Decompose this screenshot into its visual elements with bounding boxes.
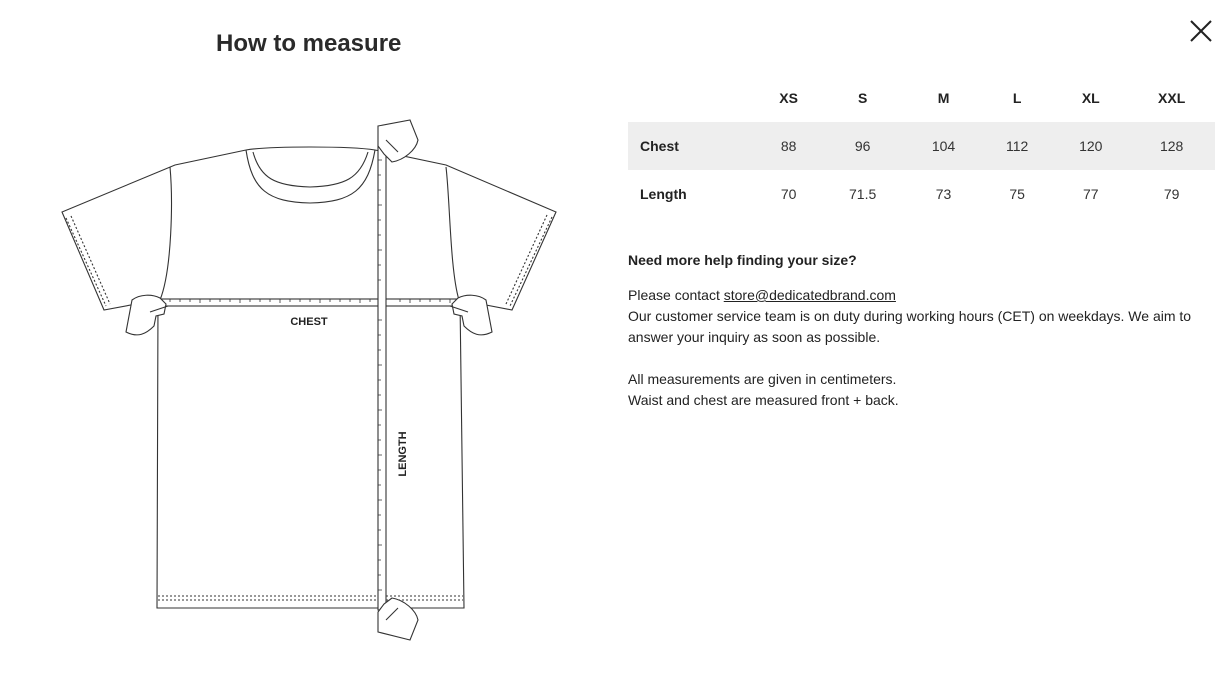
units-text: All measurements are given in centimeters.: [628, 371, 897, 387]
left-hand-icon: [126, 295, 168, 335]
table-cell: 75: [1009, 186, 1025, 202]
table-cell: 70: [780, 186, 797, 202]
help-heading: Need more help finding your size?: [628, 252, 857, 268]
table-cell: 71.5: [849, 186, 877, 202]
contact-paragraph: [628, 285, 1218, 348]
size-header-empty: [628, 74, 758, 122]
table-cell: 88: [758, 122, 819, 170]
size-table: [628, 74, 1215, 218]
close-icon: [1186, 16, 1216, 46]
size-header-row: [628, 74, 1215, 122]
table-cell: 73: [935, 186, 952, 202]
size-header-xs: XS: [779, 90, 798, 106]
size-header-s: S: [857, 90, 868, 106]
page-title: How to measure: [216, 30, 402, 57]
table-row-chest: [628, 122, 1215, 170]
contact-prefix: Please contact: [628, 287, 724, 303]
table-cell: 120: [1053, 122, 1128, 170]
table-cell: 104: [906, 122, 981, 170]
row-label: Chest: [628, 122, 758, 170]
email-link[interactable]: store@dedicatedbrand.com: [723, 287, 896, 303]
table-cell: 112: [981, 122, 1053, 170]
table-cell: 77: [1082, 186, 1099, 202]
help-section: [628, 250, 1218, 432]
right-hand-icon: [450, 295, 492, 335]
measure-text: Waist and chest are measured front + back.: [628, 392, 899, 408]
size-header-xxl: XXL: [1158, 90, 1186, 106]
chest-label: CHEST: [290, 316, 328, 328]
length-label: LENGTH: [397, 431, 409, 477]
measurement-note: [628, 369, 1218, 411]
bottom-hand-icon: [378, 598, 418, 640]
row-label: Length: [640, 186, 687, 202]
close-button[interactable]: [1186, 16, 1216, 46]
table-row-length: [628, 170, 1215, 218]
service-text: Our customer service team is on duty during working hours (CET) on weekdays. We aim to answer your inquiry as soon as possible.: [628, 308, 1192, 345]
tshirt-measure-illustration: [0, 0, 600, 682]
table-cell: 96: [819, 122, 906, 170]
size-header-m: M: [937, 90, 950, 106]
table-cell: 79: [1163, 186, 1180, 202]
table-cell: 128: [1128, 122, 1215, 170]
size-header-l: L: [1012, 90, 1022, 106]
size-header-xl: XL: [1081, 90, 1100, 106]
